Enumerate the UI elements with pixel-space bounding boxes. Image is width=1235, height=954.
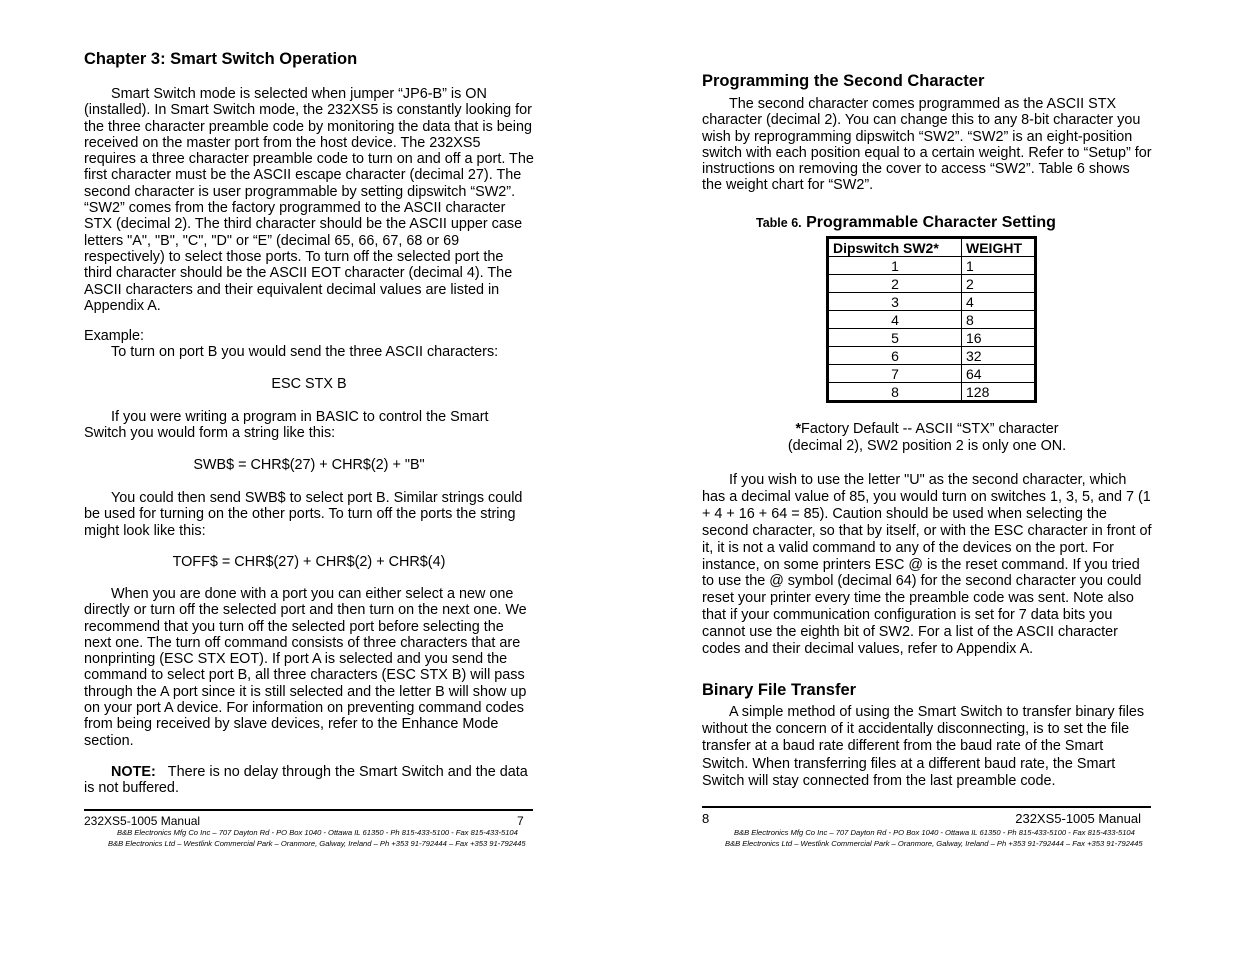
- example-label: Example:: [84, 328, 144, 344]
- basic-paragraph: If you were writing a program in BASIC to control the Smart Switch you would form a string like this:: [84, 409, 489, 442]
- left-page: [84, 0, 534, 954]
- weight-cell: 32: [962, 347, 1036, 365]
- weight-cell: 4: [962, 293, 1036, 311]
- weight-cell: 128: [962, 383, 1036, 402]
- table-row: [828, 329, 1036, 347]
- table-row: [828, 293, 1036, 311]
- example-text: To turn on port B you would send the three ASCII characters:: [111, 344, 499, 361]
- done-paragraph: When you are done with a port you can either select a new one directly or turn off the selected port and then turn on the next one. We recommend that you turn off the selected port before selecting the next one. The turn off command consists of three characters that are nonprinting (ESC STX EOT). If port A is selected and you send the command to select port B, all three characters (ESC STX B) will pass through the A port since it is still selected and the letter B will show up on your port A device. For information on preventing command codes from being received by slave devices, refer to the Enhance Mode section.: [84, 586, 527, 749]
- code-swb: SWB$ = CHR$(27) + CHR$(2) + "B": [193, 457, 425, 473]
- table-row: [828, 311, 1036, 329]
- footer-address-ie: B&B Electronics Ltd – Westlink Commercial Park – Oranmore, Galway, Ireland – Ph +353 91-792444 – Fax +353 91-792445: [725, 839, 1143, 848]
- footnote-line-1: Factory Default -- ASCII “STX” character: [801, 421, 1059, 437]
- footer-page-number: 8: [702, 811, 710, 826]
- intro-paragraph: Smart Switch mode is selected when jumper “JP6-B” is ON (installed). In Smart Switch mode, the 232XS5 is constantly looking for the three character preamble code by monitoring the data that is being received on the master port from the host device. The 232XS5 requires a three character preamble code to turn on and off a port. The first character must be the ASCII escape character (decimal 27). The second character is user programmable by setting dipswitch “SW2”. “SW2” comes from the factory programmed to the ASCII character STX (decimal 2). The third character should be the ASCII upper case letters "A", "B", "C", "D" or “E” (decimal 65, 66, 67, 68 or 69 respectively) to select those ports. To turn off the selected port the third character should be the ASCII EOT character (decimal 4). The ASCII characters and their equivalent decimal values are listed in Appendix A.: [84, 86, 534, 314]
- footer-address-us: B&B Electronics Mfg Co Inc – 707 Dayton Rd - PO Box 1040 - Ottawa IL 61350 - Ph 815-433-5100 - Fax 815-433-5104: [734, 828, 1135, 837]
- footer-address-ie: B&B Electronics Ltd – Westlink Commercial Park – Oranmore, Galway, Ireland – Ph +353 91-792444 – Fax +353 91-792445: [108, 839, 526, 848]
- table-title: Programmable Character Setting: [806, 214, 1056, 231]
- weight-cell: 16: [962, 329, 1036, 347]
- weight-cell: 8: [962, 311, 1036, 329]
- table-row: [828, 275, 1036, 293]
- footer-manual: 232XS5-1005 Manual: [1015, 811, 1141, 826]
- section-title-second-character: Programming the Second Character: [702, 72, 985, 90]
- dipswitch-cell: 4: [828, 311, 962, 329]
- dipswitch-cell: 5: [828, 329, 962, 347]
- code-esc-stx-b: ESC STX B: [271, 376, 347, 392]
- dipswitch-cell: 8: [828, 383, 962, 402]
- dipswitch-cell: 3: [828, 293, 962, 311]
- note-label: NOTE:: [111, 764, 156, 780]
- table-caption: [756, 214, 1056, 232]
- binary-transfer-paragraph: A simple method of using the Smart Switch to transfer binary files without the concern of it accidentally disconnecting, is to set the file transfer at a baud rate different from the baud rate of the Smart Switch. When transferring files at a different baud rate, the Smart Switch will stay connected from the last preamble code.: [702, 704, 1145, 789]
- header-weight: WEIGHT: [962, 238, 1036, 257]
- weight-table: [826, 236, 1037, 403]
- footer-address-us: B&B Electronics Mfg Co Inc – 707 Dayton Rd - PO Box 1040 - Ottawa IL 61350 - Ph 815-433-5100 - Fax 815-433-5104: [117, 828, 518, 837]
- header-dipswitch: Dipswitch SW2*: [828, 238, 962, 257]
- note-paragraph: [84, 764, 534, 797]
- dipswitch-cell: 6: [828, 347, 962, 365]
- footnote-line-2: (decimal 2), SW2 position 2 is only one ON.: [787, 438, 1067, 454]
- send-paragraph: You could then send SWB$ to select port B. Similar strings could be used for turning on the other ports. To turn off the ports the string might look like this:: [84, 490, 523, 539]
- table-label: Table 6.: [756, 216, 802, 230]
- code-toff: TOFF$ = CHR$(27) + CHR$(2) + CHR$(4): [172, 554, 446, 570]
- footer-page-number: 7: [517, 814, 524, 828]
- table-row: [828, 347, 1036, 365]
- footer-manual: 232XS5-1005 Manual: [84, 814, 201, 828]
- weight-cell: 64: [962, 365, 1036, 383]
- table-row: [828, 365, 1036, 383]
- table-footnote: [702, 421, 1152, 455]
- letter-u-paragraph: If you wish to use the letter "U" as the second character, which has a decimal value of 85, you would turn on switches 1, 3, 5, and 7 (1 + 4 + 16 + 64 = 85). Caution should be used when selecting the second character, so that by itself, or with the ESC character in front of it, it is not a valid command to any of the devices on the port. For instance, on some printers ESC @ is the reset command. If you tried to use the @ symbol (decimal 64) for the second character you could reset your printer every time the preamble code was sent. Note also that if your communication configuration is set for 7 data bits you cannot use the eighth bit of SW2. For a list of the ASCII character codes and their decimal values, refer to Appendix A.: [702, 472, 1152, 658]
- weight-cell: 1: [962, 257, 1036, 275]
- second-character-paragraph: The second character comes programmed as the ASCII STX character (decimal 2). You can change this to any 8-bit character you wish by reprogramming dipswitch “SW2”. “SW2” is an eight-position switch with each position equal to a certain weight. Refer to “Setup” for instructions on removing the cover to access “SW2”. Table 6 shows the weight chart for “SW2”.: [702, 96, 1152, 194]
- table-header-row: [828, 238, 1036, 257]
- table-row: [828, 257, 1036, 275]
- chapter-title: Chapter 3: Smart Switch Operation: [84, 50, 358, 68]
- right-page: [702, 0, 1152, 954]
- example-block: [84, 328, 534, 361]
- table-row: [828, 383, 1036, 402]
- footer-rule: [702, 806, 1151, 808]
- dipswitch-cell: 2: [828, 275, 962, 293]
- footnote-star: *: [795, 421, 802, 437]
- note-text: There is no delay through the Smart Switch and the data is not buffered.: [84, 764, 528, 797]
- dipswitch-cell: 7: [828, 365, 962, 383]
- section-title-binary-transfer: Binary File Transfer: [702, 681, 857, 699]
- dipswitch-cell: 1: [828, 257, 962, 275]
- footer-rule: [84, 809, 533, 811]
- weight-cell: 2: [962, 275, 1036, 293]
